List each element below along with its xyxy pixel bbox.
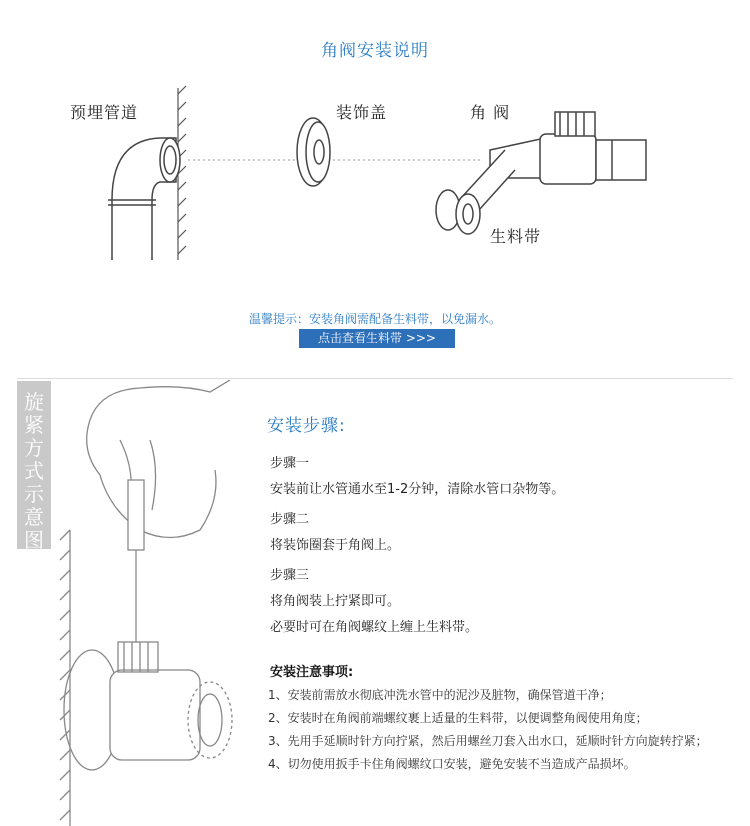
side-tab-char: 紧 <box>24 413 44 437</box>
step-1-text: 安装前让水管通水至1-2分钟，清除水管口杂物等。 <box>270 482 565 497</box>
label-raw-tape: 生料带 <box>490 227 542 246</box>
note-item: 3、先用手延顺时针方向拧紧，然后用螺丝刀套入出水口，延顺时针方向旋转拧紧； <box>268 734 708 748</box>
notes-title: 安装注意事项: <box>270 665 354 680</box>
view-tape-button[interactable]: 点击查看生料带 >>> <box>299 329 455 348</box>
side-tab-char: 意 <box>24 505 44 529</box>
section-divider <box>17 378 733 379</box>
side-tab-char: 方 <box>24 436 44 460</box>
tightening-illustration <box>40 380 250 826</box>
step-3-text-extra: 必要时可在角阀螺纹上缠上生料带。 <box>270 620 479 635</box>
step-1-heading: 步骤一 <box>270 456 310 471</box>
steps-title: 安装步骤: <box>267 416 346 436</box>
step-3-text: 将角阀装上拧紧即可。 <box>270 594 401 609</box>
embedded-pipe <box>108 138 180 260</box>
step-2-text: 将装饰圈套于角阀上。 <box>270 538 401 553</box>
tip-text: 温馨提示：安装角阀需配备生料带，以免漏水。 <box>248 312 501 326</box>
decorative-cover <box>297 118 330 186</box>
page-title: 角阀安装说明 <box>321 41 429 61</box>
side-tab-char: 示 <box>24 482 44 506</box>
side-tab-char: 旋 <box>24 390 44 414</box>
side-tab-char: 图 <box>24 528 44 552</box>
label-embedded-pipe: 预埋管道 <box>70 103 139 122</box>
label-angle-valve: 角 阀 <box>470 103 511 122</box>
installation-diagram <box>0 60 750 300</box>
side-tab-char: 式 <box>24 459 44 483</box>
note-item: 2、安装时在角阀前端螺纹裹上适量的生料带，以便调整角阀使用角度； <box>268 711 648 725</box>
step-2-heading: 步骤二 <box>270 512 310 527</box>
note-item: 1、安装前需放水彻底冲洗水管中的泥沙及脏物，确保管道干净； <box>268 688 612 702</box>
note-item: 4、切勿使用扳手卡住角阀螺纹口安装，避免安装不当造成产品损坏。 <box>268 757 636 771</box>
angle-valve <box>490 112 646 184</box>
label-decorative-cover: 装饰盖 <box>336 103 388 122</box>
wall <box>178 86 186 260</box>
step-3-heading: 步骤三 <box>270 568 310 583</box>
raw-tape <box>436 150 515 234</box>
